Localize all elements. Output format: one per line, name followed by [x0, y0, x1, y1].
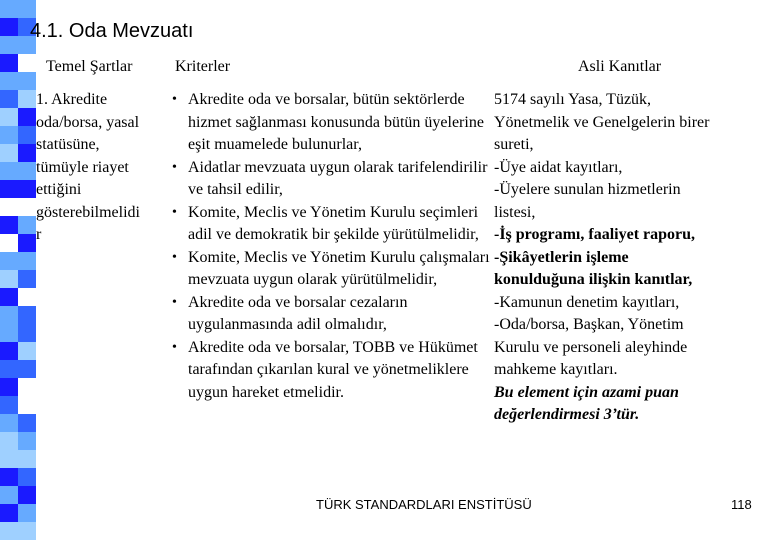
- criteria-list: [172, 89, 492, 404]
- mosaic-tile: [0, 144, 18, 162]
- criteria-item: [172, 202, 492, 247]
- mosaic-tile: [0, 36, 18, 54]
- mosaic-tile: [0, 54, 18, 72]
- mosaic-tile: [0, 270, 18, 288]
- mosaic-tile: [18, 0, 36, 18]
- mosaic-tile: [0, 180, 18, 198]
- mosaic-tile: [18, 414, 36, 432]
- footer-organization: TÜRK STANDARDLARI ENSTİTÜSÜ: [316, 497, 532, 512]
- evidence-line: Yönetmelik ve Genelgelerin birer: [494, 113, 710, 131]
- evidence-line: 5174 sayılı Yasa, Tüzük,: [494, 91, 652, 108]
- mosaic-tile: [0, 288, 18, 306]
- requirement-line: ettiğini: [36, 181, 82, 198]
- slide-title: 4.1. Oda Mevzuatı: [30, 20, 194, 42]
- mosaic-tile: [18, 234, 36, 252]
- mosaic-tile: [0, 234, 18, 252]
- mosaic-tile: [0, 18, 18, 36]
- mosaic-tile: [18, 144, 36, 162]
- mosaic-tile: [18, 450, 36, 468]
- mosaic-tile: [0, 216, 18, 234]
- mosaic-tile: [0, 252, 18, 270]
- evidence-line: mahkeme kayıtları.: [494, 361, 618, 378]
- mosaic-tile: [18, 198, 36, 216]
- criteria-text: Akredite oda ve borsalar, TOBB ve Hükümet tarafından çıkarılan kural ve yönetmeliklere uygun hareket etmelidir.: [188, 338, 478, 401]
- evidence-line: listesi,: [494, 203, 536, 221]
- mosaic-tile: [18, 522, 36, 540]
- criteria-text: Komite, Meclis ve Yönetim Kurulu seçimleri adil ve demokratik bir şekilde yürütülmelidir,: [188, 203, 479, 243]
- mosaic-tile: [18, 216, 36, 234]
- evidence-line: -Üye aidat kayıtları,: [494, 158, 623, 176]
- evidence-column: [494, 89, 774, 427]
- mosaic-tile: [0, 198, 18, 216]
- mosaic-tile: [18, 432, 36, 450]
- criteria-text: Akredite oda ve borsalar cezaların uygulanmasında adil olmalıdır,: [188, 293, 408, 333]
- mosaic-tile: [0, 90, 18, 108]
- mosaic-tile: [0, 108, 18, 126]
- mosaic-tile: [0, 468, 18, 486]
- criteria-text: Komite, Meclis ve Yönetim Kurulu çalışmaları mevzuata uygun olarak yürütülmelidir,: [188, 248, 490, 288]
- evidence-line: -Oda/borsa, Başkan, Yönetim: [494, 316, 684, 333]
- mosaic-tile: [18, 270, 36, 288]
- evidence-line: Kurulu ve personeli aleyhinde: [494, 338, 688, 356]
- mosaic-tile: [0, 432, 18, 450]
- evidence-line: -Kamunun denetim kayıtları,: [494, 293, 680, 311]
- mosaic-tile: [0, 378, 18, 396]
- mosaic-tile: [18, 252, 36, 270]
- mosaic-tile: [18, 126, 36, 144]
- mosaic-tile: [0, 486, 18, 504]
- requirement-line: gösterebilmelidi: [36, 203, 140, 221]
- criteria-item: [172, 292, 492, 337]
- mosaic-tile: [0, 522, 18, 540]
- evidence-line: sureti,: [494, 136, 534, 153]
- bullet-icon: •: [172, 159, 177, 175]
- criteria-item: [172, 337, 492, 405]
- criteria-item: [172, 157, 492, 202]
- mosaic-tile: [0, 414, 18, 432]
- mosaic-tile: [18, 360, 36, 378]
- bullet-icon: •: [172, 339, 177, 355]
- mosaic-tile: [0, 0, 18, 18]
- mosaic-tile: [18, 306, 36, 324]
- mosaic-tile: [18, 378, 36, 396]
- footer-page-number: 118: [731, 497, 752, 512]
- mosaic-tile: [18, 108, 36, 126]
- mosaic-tile: [18, 504, 36, 522]
- mosaic-tile: [18, 54, 36, 72]
- criteria-item: [172, 247, 492, 292]
- bullet-icon: •: [172, 204, 177, 220]
- requirement-line: tümüyle riayet: [36, 158, 129, 176]
- criteria-text: Akredite oda ve borsalar, bütün sektörlerde hizmet sağlanması konusunda bütün üyelerine eşit muamelede bulunurlar,: [188, 91, 484, 153]
- header-asli-kanitlar: Asli Kanıtlar: [578, 58, 662, 75]
- evidence-line: -Üyelere sunulan hizmetlerin: [494, 181, 681, 198]
- evidence-line: değerlendirmesi 3’tür.: [494, 406, 640, 423]
- mosaic-tile: [18, 486, 36, 504]
- criteria-item: [172, 89, 492, 157]
- evidence-line: Bu element için azami puan: [494, 383, 679, 401]
- mosaic-tile: [18, 324, 36, 342]
- evidence-line: konulduğuna ilişkin kanıtlar,: [494, 271, 693, 288]
- requirement-line: r: [36, 226, 42, 243]
- mosaic-tile: [0, 72, 18, 90]
- mosaic-tile: [18, 468, 36, 486]
- mosaic-tile: [0, 450, 18, 468]
- requirement-line: oda/borsa, yasal: [36, 113, 140, 131]
- evidence-line: -İş programı, faaliyet raporu,: [494, 226, 696, 243]
- criteria-text: Aidatlar mevzuata uygun olarak tarifelendirilir ve tahsil edilir,: [188, 158, 488, 198]
- mosaic-tile: [18, 396, 36, 414]
- requirement-column: [36, 89, 168, 247]
- mosaic-tile: [18, 180, 36, 198]
- mosaic-tile: [0, 162, 18, 180]
- mosaic-tile: [0, 342, 18, 360]
- header-kriterler: Kriterler: [175, 58, 231, 75]
- mosaic-tile: [18, 342, 36, 360]
- mosaic-tile: [0, 396, 18, 414]
- mosaic-tile: [0, 126, 18, 144]
- requirement-line: statüsüne,: [36, 136, 100, 153]
- mosaic-tile: [18, 288, 36, 306]
- mosaic-tile: [0, 324, 18, 342]
- mosaic-tile: [18, 162, 36, 180]
- mosaic-tile: [0, 360, 18, 378]
- bullet-icon: •: [172, 249, 177, 265]
- mosaic-tile: [0, 306, 18, 324]
- decorative-mosaic-strip: [0, 0, 36, 540]
- mosaic-tile: [18, 72, 36, 90]
- bullet-icon: •: [172, 294, 177, 310]
- mosaic-tile: [0, 504, 18, 522]
- mosaic-tile: [18, 90, 36, 108]
- evidence-line: -Şikâyetlerin işleme: [494, 248, 629, 266]
- requirement-line: 1. Akredite: [36, 91, 108, 108]
- bullet-icon: •: [172, 92, 177, 107]
- header-temel-sartlar: Temel Şartlar: [46, 58, 133, 75]
